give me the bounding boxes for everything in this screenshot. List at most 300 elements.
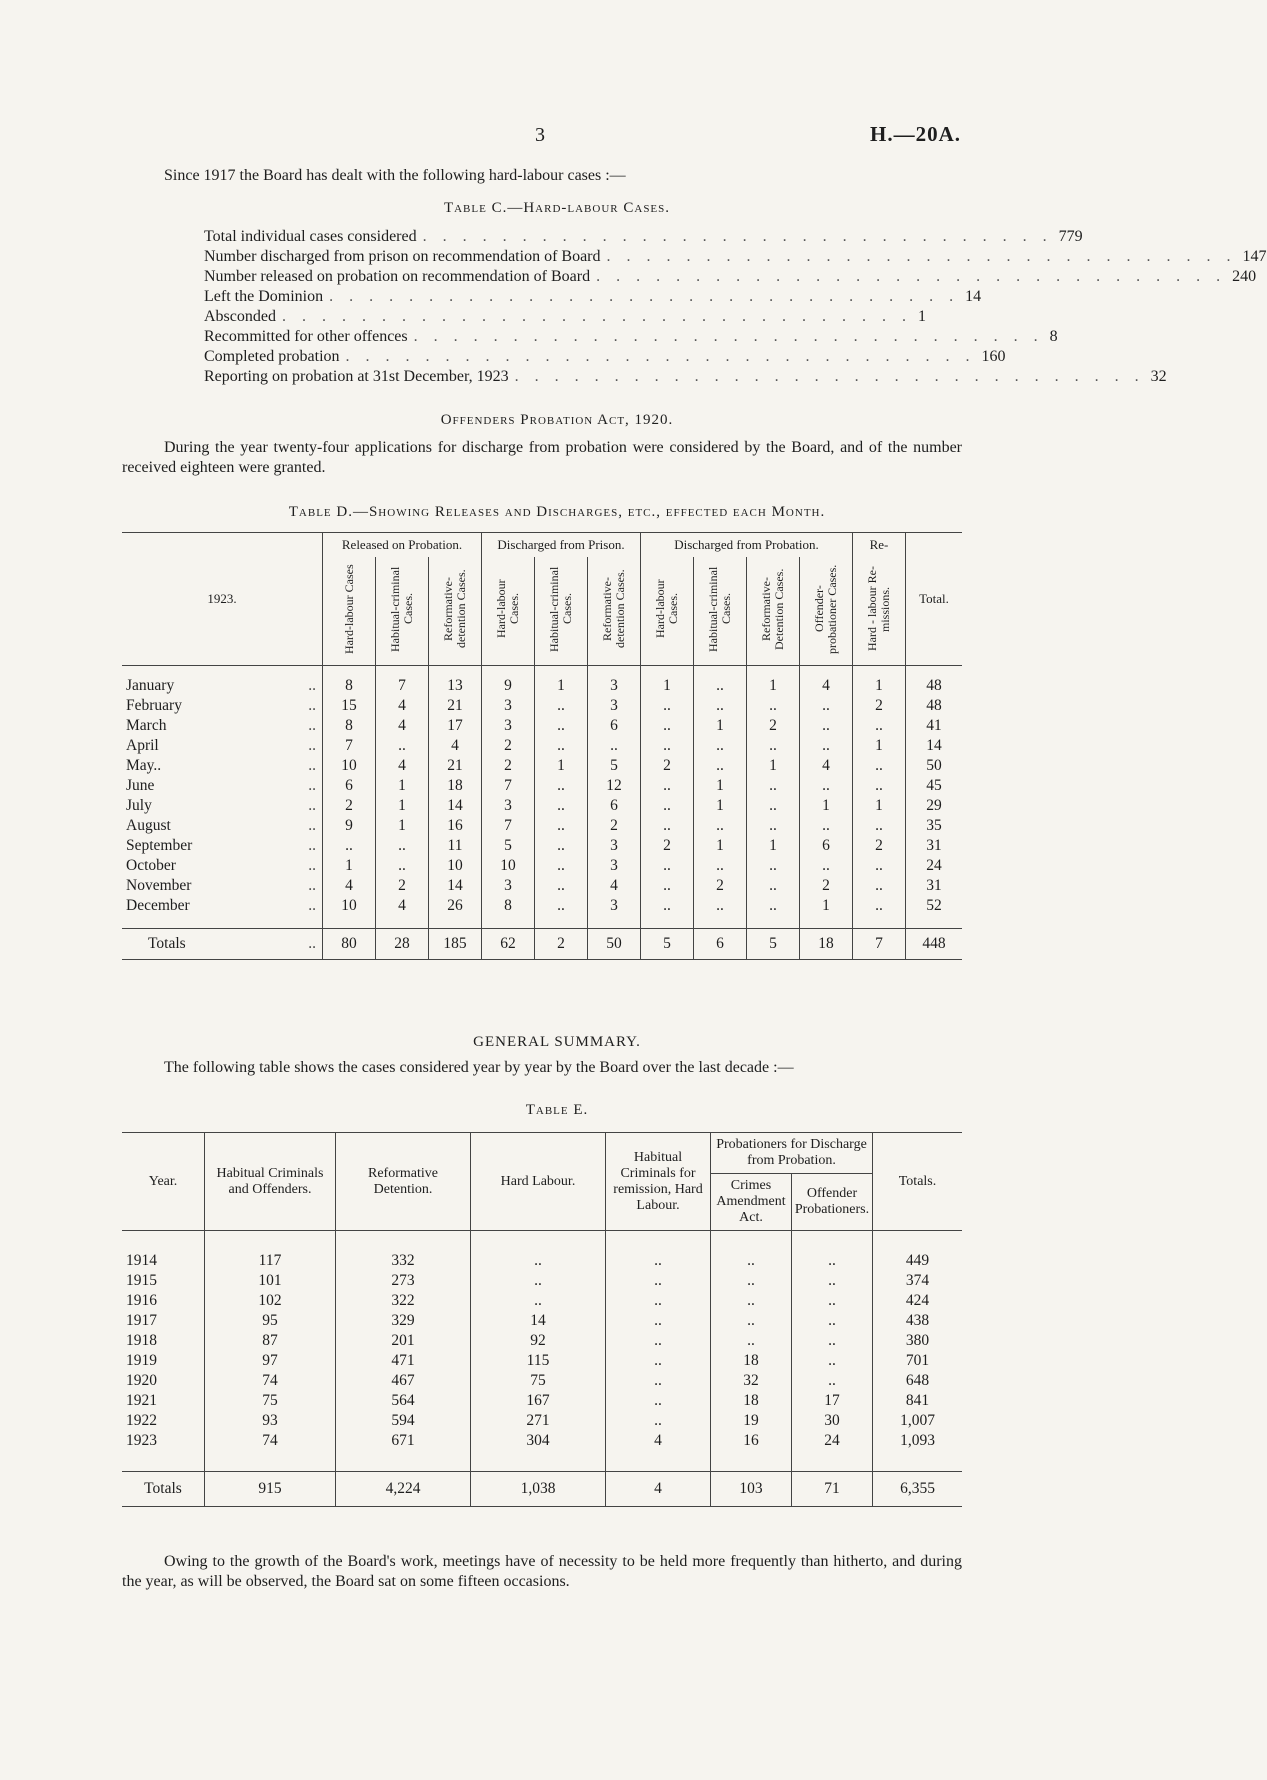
table-d-column-header: [482, 557, 535, 666]
table-cell: ..: [535, 876, 588, 896]
column-header-label: Offender-probationer Cases.: [812, 564, 839, 654]
table-cell: ..: [641, 696, 694, 716]
table-cell: 1: [376, 796, 429, 816]
table-cell: ..: [535, 736, 588, 756]
table-cell: ..: [471, 1291, 606, 1311]
table-cell: 101: [205, 1271, 336, 1291]
total-cell: 915: [205, 1472, 336, 1507]
column-header-label: Hard - labour Re-missions.: [865, 566, 892, 652]
leader-dots: ..: [308, 877, 316, 894]
table-c-value: 147: [1242, 248, 1267, 265]
leader-dots: ..: [308, 837, 316, 854]
table-cell: 95: [205, 1311, 336, 1331]
table-cell: 4: [429, 736, 482, 756]
table-row: [122, 1251, 962, 1271]
table-d-total-header: Total.: [906, 533, 963, 666]
table-cell: 24: [792, 1431, 873, 1451]
table-cell: 10: [323, 756, 376, 776]
leader-dots: ..: [308, 717, 316, 734]
table-c-label: Number released on probation on recommendation of Board: [204, 268, 591, 285]
table-row: [122, 676, 962, 696]
table-cell: ..: [641, 856, 694, 876]
leader-dots: . . . . . . . . . . . . . . . . . . . . . . . . . . . . . . . .: [422, 228, 1053, 245]
column-header-label: Hard-labour Cases.: [653, 579, 680, 639]
table-cell: 6: [800, 836, 853, 856]
table-cell: 4: [588, 876, 641, 896]
table-cell: ..: [376, 856, 429, 876]
table-cell: 18: [429, 776, 482, 796]
table-cell: ..: [606, 1331, 711, 1351]
total-cell: 6: [694, 929, 747, 960]
table-cell: 1920: [126, 1372, 157, 1389]
total-cell: 50: [588, 929, 641, 960]
table-cell: 52: [906, 896, 963, 916]
col-reformative: Reformative Detention.: [336, 1133, 471, 1231]
table-cell: 75: [471, 1371, 606, 1391]
table-cell: ..: [641, 736, 694, 756]
leader-dots: . . . . . . . . . . . . . . . . . . . . . . . . . . . . . . . .: [329, 288, 960, 305]
table-row: [122, 896, 962, 916]
table-cell: 21: [429, 756, 482, 776]
total-cell: 4: [606, 1472, 711, 1507]
table-c-value: 240: [1232, 268, 1257, 285]
table-cell: 9: [482, 676, 535, 696]
table-cell: 14: [471, 1311, 606, 1331]
table-cell: ..: [747, 856, 800, 876]
table-cell: 1: [800, 796, 853, 816]
table-cell: 1916: [126, 1292, 157, 1309]
table-cell: 1: [747, 676, 800, 696]
table-cell: ..: [792, 1371, 873, 1391]
table-cell: 1: [853, 796, 906, 816]
table-cell: 1,093: [873, 1431, 963, 1451]
table-cell: ..: [535, 796, 588, 816]
table-cell: 2: [323, 796, 376, 816]
table-cell: 1: [535, 756, 588, 776]
table-cell: ..: [606, 1271, 711, 1291]
table-cell: 16: [711, 1431, 792, 1451]
table-cell: 841: [873, 1391, 963, 1411]
table-cell: 3: [588, 696, 641, 716]
totals-row: [122, 929, 962, 960]
total-cell: 5: [747, 929, 800, 960]
table-cell: 2: [853, 696, 906, 716]
table-cell: 471: [336, 1351, 471, 1371]
table-cell: 1: [376, 816, 429, 836]
offenders-text: During the year twenty-four applications for discharge from probation were considered by the Board, and of the number received eighteen were granted.: [122, 439, 962, 476]
table-cell: ..: [853, 776, 906, 796]
month-label: December: [126, 897, 190, 914]
table-cell: 1: [747, 836, 800, 856]
table-row: [122, 1291, 962, 1311]
table-cell: 1: [323, 856, 376, 876]
table-cell: 35: [906, 816, 963, 836]
table-c-row: [204, 367, 1167, 387]
table-c-row: [204, 287, 982, 307]
table-cell: 8: [323, 716, 376, 736]
table-cell: 3: [588, 836, 641, 856]
table-cell: 332: [336, 1251, 471, 1271]
table-cell: 7: [482, 816, 535, 836]
table-cell: 271: [471, 1411, 606, 1431]
group-discharged-prison: Discharged from Prison.: [482, 533, 641, 558]
table-cell: 7: [376, 676, 429, 696]
table-cell: ..: [323, 836, 376, 856]
table-cell: 74: [205, 1431, 336, 1451]
table-cell: 24: [906, 856, 963, 876]
table-cell: ..: [694, 856, 747, 876]
table-cell: 13: [429, 676, 482, 696]
document-reference: H.—20A.: [870, 122, 961, 146]
table-cell: ..: [694, 696, 747, 716]
column-header-label: Reformative-Detention Cases.: [759, 568, 786, 650]
table-cell: 7: [323, 736, 376, 756]
table-cell: 329: [336, 1311, 471, 1331]
table-cell: 438: [873, 1311, 963, 1331]
column-header-label: Reformative-detention Cases.: [600, 569, 627, 649]
table-cell: 1: [694, 836, 747, 856]
table-cell: ..: [471, 1251, 606, 1271]
table-cell: ..: [694, 816, 747, 836]
table-cell: ..: [694, 756, 747, 776]
table-cell: 50: [906, 756, 963, 776]
table-cell: ..: [694, 896, 747, 916]
table-cell: ..: [747, 696, 800, 716]
table-row: [122, 856, 962, 876]
table-cell: 4: [800, 756, 853, 776]
table-cell: ..: [853, 856, 906, 876]
table-cell: 29: [906, 796, 963, 816]
leader-dots: ..: [308, 797, 316, 814]
column-header-label: Habitual-criminal Cases.: [388, 566, 415, 652]
table-cell: 5: [482, 836, 535, 856]
table-cell: 3: [588, 856, 641, 876]
table-d-column-header: [853, 557, 906, 666]
table-cell: 15: [323, 696, 376, 716]
table-cell: ..: [641, 876, 694, 896]
table-row: [122, 1391, 962, 1411]
table-cell: ..: [792, 1351, 873, 1371]
table-cell: 594: [336, 1411, 471, 1431]
table-row: [122, 876, 962, 896]
table-c-label: Reporting on probation at 31st December, 1923: [204, 368, 509, 385]
table-cell: 1919: [126, 1352, 157, 1369]
table-cell: 201: [336, 1331, 471, 1351]
table-row: [122, 736, 962, 756]
table-cell: 2: [641, 836, 694, 856]
table-cell: ..: [792, 1291, 873, 1311]
month-label: January: [126, 677, 175, 694]
table-cell: 1: [853, 736, 906, 756]
table-d-column-header: [800, 557, 853, 666]
table-cell: 8: [323, 676, 376, 696]
table-cell: ..: [535, 896, 588, 916]
table-cell: ..: [747, 796, 800, 816]
table-c-label: Absconded: [204, 308, 276, 325]
table-cell: 18: [711, 1391, 792, 1411]
table-cell: 1921: [126, 1392, 157, 1409]
table-cell: 19: [711, 1411, 792, 1431]
table-row: [122, 756, 962, 776]
table-cell: ..: [800, 856, 853, 876]
table-cell: ..: [800, 736, 853, 756]
table-cell: 1: [694, 776, 747, 796]
table-cell: 1: [747, 756, 800, 776]
table-d: [122, 532, 962, 960]
table-cell: 45: [906, 776, 963, 796]
table-cell: ..: [535, 816, 588, 836]
table-cell: 12: [588, 776, 641, 796]
table-cell: ..: [606, 1311, 711, 1331]
table-c-label: Recommitted for other offences: [204, 328, 408, 345]
table-cell: 380: [873, 1331, 963, 1351]
leader-dots: . . . . . . . . . . . . . . . . . . . . . . . . . . . . . . . .: [596, 268, 1227, 285]
table-cell: 48: [906, 696, 963, 716]
total-cell: 4,224: [336, 1472, 471, 1507]
table-cell: 31: [906, 836, 963, 856]
totals-label: Totals: [144, 1480, 182, 1497]
total-cell: 448: [906, 929, 963, 960]
table-cell: 6: [323, 776, 376, 796]
column-header-label: Habitual-criminal Cases.: [547, 566, 574, 652]
table-c-value: 32: [1150, 368, 1167, 385]
table-cell: ..: [535, 856, 588, 876]
table-d-column-header: [694, 557, 747, 666]
table-cell: ..: [606, 1371, 711, 1391]
table-cell: 21: [429, 696, 482, 716]
table-cell: ..: [711, 1331, 792, 1351]
table-cell: 17: [429, 716, 482, 736]
table-cell: 1: [800, 896, 853, 916]
table-cell: 115: [471, 1351, 606, 1371]
month-label: April: [126, 737, 159, 754]
table-row: [122, 1271, 962, 1291]
table-cell: ..: [641, 716, 694, 736]
table-cell: 1: [641, 676, 694, 696]
table-row: [122, 1351, 962, 1371]
table-cell: 424: [873, 1291, 963, 1311]
leader-dots: . . . . . . . . . . . . . . . . . . . . . . . . . . . . . . . .: [345, 348, 976, 365]
table-cell: ..: [606, 1351, 711, 1371]
table-cell: 3: [588, 896, 641, 916]
month-label: August: [126, 817, 171, 834]
table-cell: 1922: [126, 1412, 157, 1429]
leader-dots: ..: [308, 697, 316, 714]
table-cell: ..: [535, 776, 588, 796]
table-cell: ..: [711, 1271, 792, 1291]
total-cell: 103: [711, 1472, 792, 1507]
table-cell: 74: [205, 1371, 336, 1391]
table-row: [122, 696, 962, 716]
table-c-caption: Table C.—Hard-labour Cases.: [443, 200, 671, 216]
table-cell: ..: [694, 676, 747, 696]
leader-dots: . . . . . . . . . . . . . . . . . . . . . . . . . . . . . . . .: [413, 328, 1044, 345]
total-cell: 28: [376, 929, 429, 960]
table-cell: 1: [535, 676, 588, 696]
table-c-value: 1: [917, 308, 926, 325]
table-cell: ..: [853, 716, 906, 736]
month-label: July: [126, 797, 152, 814]
table-cell: ..: [535, 696, 588, 716]
table-cell: 1: [853, 676, 906, 696]
table-cell: ..: [471, 1271, 606, 1291]
table-d-column-header: [323, 557, 376, 666]
group-remissions: Re-: [853, 533, 906, 558]
table-cell: ..: [792, 1271, 873, 1291]
column-header-label: Hard-labour Cases.: [494, 579, 521, 639]
table-cell: 87: [205, 1331, 336, 1351]
table-cell: 2: [482, 736, 535, 756]
col-habitual: Habitual Criminals and Offenders.: [205, 1133, 336, 1231]
leader-dots: ..: [308, 817, 316, 834]
table-d-year: 1923.: [207, 591, 237, 606]
col-year: Year.: [148, 1173, 178, 1189]
table-c-value: 160: [981, 348, 1006, 365]
table-c-label: Left the Dominion: [204, 288, 324, 305]
table-cell: ..: [747, 896, 800, 916]
table-d-caption: Table D.—Showing Releases and Discharges, etc., effected each Month.: [288, 504, 826, 520]
table-cell: 3: [482, 796, 535, 816]
table-cell: 1: [694, 796, 747, 816]
table-cell: 4: [376, 696, 429, 716]
total-cell: 5: [641, 929, 694, 960]
table-cell: 1923: [126, 1432, 157, 1449]
table-cell: ..: [376, 736, 429, 756]
table-cell: 93: [205, 1411, 336, 1431]
table-cell: 4: [376, 896, 429, 916]
leader-dots: ..: [308, 737, 316, 754]
table-c-row: [204, 227, 1083, 247]
table-cell: 8: [482, 896, 535, 916]
table-cell: 2: [694, 876, 747, 896]
table-c-value: 779: [1058, 228, 1083, 245]
table-d-column-header: [535, 557, 588, 666]
table-d-column-header: [588, 557, 641, 666]
table-d-column-header: [747, 557, 800, 666]
table-cell: ..: [641, 816, 694, 836]
table-cell: ..: [853, 816, 906, 836]
table-cell: 1914: [126, 1252, 157, 1269]
table-cell: ..: [588, 736, 641, 756]
table-cell: 1917: [126, 1312, 157, 1329]
total-cell: 18: [800, 929, 853, 960]
table-cell: 6: [588, 716, 641, 736]
table-cell: 7: [482, 776, 535, 796]
table-cell: 11: [429, 836, 482, 856]
table-cell: ..: [747, 736, 800, 756]
table-cell: 16: [429, 816, 482, 836]
month-label: October: [126, 857, 176, 874]
table-c-row: [204, 347, 1006, 367]
table-cell: 3: [482, 716, 535, 736]
table-cell: 3: [588, 676, 641, 696]
table-cell: ..: [711, 1311, 792, 1331]
col-hard-labour: Hard Labour.: [471, 1133, 606, 1231]
table-c-label: Number discharged from prison on recommendation of Board: [204, 248, 601, 265]
leader-dots: ..: [308, 777, 316, 794]
table-cell: ..: [711, 1251, 792, 1271]
total-cell: 71: [792, 1472, 873, 1507]
table-row: [122, 1411, 962, 1431]
table-cell: 3: [482, 696, 535, 716]
col-totals: Totals.: [873, 1133, 963, 1231]
month-label: February: [126, 697, 182, 714]
total-cell: 185: [429, 929, 482, 960]
table-e: [122, 1132, 962, 1507]
table-cell: 4: [323, 876, 376, 896]
summary-heading: GENERAL SUMMARY.: [473, 1034, 641, 1050]
group-released: Released on Probation.: [323, 533, 482, 558]
table-row: [122, 1331, 962, 1351]
table-row: [122, 1371, 962, 1391]
table-cell: ..: [606, 1291, 711, 1311]
intro-text: Since 1917 the Board has dealt with the following hard-labour cases :—: [164, 167, 626, 184]
table-cell: 4: [800, 676, 853, 696]
totals-row: [122, 1472, 962, 1507]
table-cell: ..: [853, 876, 906, 896]
col-probation-group: Probationers for Discharge from Probation.: [711, 1133, 873, 1174]
column-header-label: Habitual-criminal Cases.: [706, 566, 733, 652]
table-cell: 18: [711, 1351, 792, 1371]
table-cell: 3: [482, 876, 535, 896]
table-cell: ..: [853, 896, 906, 916]
table-cell: ..: [641, 796, 694, 816]
table-cell: 2: [482, 756, 535, 776]
table-cell: 2: [853, 836, 906, 856]
table-cell: 4: [376, 756, 429, 776]
leader-dots: . . . . . . . . . . . . . . . . . . . . . . . . . . . . . . . .: [514, 368, 1145, 385]
table-c-value: 14: [965, 288, 982, 305]
table-cell: ..: [606, 1411, 711, 1431]
table-cell: 273: [336, 1271, 471, 1291]
table-cell: ..: [535, 836, 588, 856]
table-cell: ..: [376, 836, 429, 856]
table-cell: ..: [792, 1331, 873, 1351]
table-row: [122, 796, 962, 816]
table-cell: 1: [694, 716, 747, 736]
table-cell: 467: [336, 1371, 471, 1391]
table-row: [122, 1311, 962, 1331]
table-cell: 1918: [126, 1332, 157, 1349]
column-header-label: Hard-labour Cases: [341, 564, 356, 654]
table-cell: 648: [873, 1371, 963, 1391]
table-cell: 2: [588, 816, 641, 836]
table-c-row: [204, 247, 1267, 267]
table-d-column-header: [376, 557, 429, 666]
table-cell: 304: [471, 1431, 606, 1451]
offenders-heading: Offenders Probation Act, 1920.: [440, 412, 674, 428]
table-row: [122, 1431, 962, 1451]
table-cell: ..: [747, 876, 800, 896]
table-cell: 1: [376, 776, 429, 796]
table-cell: ..: [792, 1251, 873, 1271]
table-cell: 75: [205, 1391, 336, 1411]
table-c-label: Completed probation: [204, 348, 340, 365]
month-label: May..: [126, 757, 162, 774]
table-cell: 9: [323, 816, 376, 836]
table-cell: 167: [471, 1391, 606, 1411]
month-label: November: [126, 877, 192, 894]
col-offender: Offender Probationers.: [792, 1174, 873, 1231]
table-cell: ..: [853, 756, 906, 776]
table-cell: ..: [747, 776, 800, 796]
table-e-caption: Table E.: [525, 1102, 589, 1118]
col-crimes: Crimes Amendment Act.: [711, 1174, 792, 1231]
table-cell: 2: [747, 716, 800, 736]
table-row: [122, 816, 962, 836]
total-cell: 7: [853, 929, 906, 960]
table-d-column-header: [429, 557, 482, 666]
